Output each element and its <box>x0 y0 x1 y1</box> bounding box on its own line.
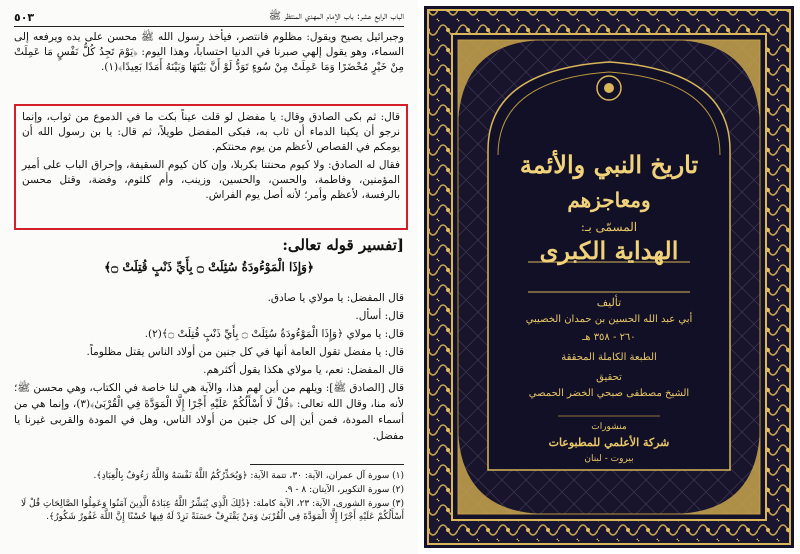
cover-publisher-name: شركة الأعلمي للمطبوعات <box>548 436 670 449</box>
dialog-line-4: قال: يا مفضل تقول العامة أنها في كل جنين من أولاد الناس يقتل مظلوماً. <box>86 346 404 358</box>
dialog-line-5: قال المفضل: نعم، يا مولاي هكذا يقول أكثرهم. <box>203 364 404 376</box>
intro-paragraph: وجبرائيل يصيح ويقول: مظلوم فانتصر، فيأخذ رسول الله ﷺ محسن على يده ويرفعه إلى السماء، وهو يقول إلهي صبرنا في الدنيا احتساباً، وهذا اليوم: ﴿يَوْمَ تَجِدُ كُلُّ نَفْسٍ مَا عَمِلَتْ مِنْ خَيْرٍ مُحْضَرًا وَمَا عَمِلَتْ مِنْ سُوءٍ تَوَدُّ لَوْ أَنَّ بَيْنَهَا وَبَيْنَهُ أَمَدًا بَعِيدًا﴾(١). <box>14 31 404 73</box>
highlighted-passage <box>14 104 408 230</box>
footnote-1: (١) سورة آل عمران، الآية: ٣٠، تتمة الآية: ﴿وَيُحَذِّرُكُمُ اللَّهُ نَفْسَهُ وَاللَّهُ رَءُوفٌ بِالْعِبَادِ﴾. <box>93 471 404 481</box>
cover-title-line3: المسمّى بـ: <box>580 220 638 234</box>
cover-editor-label: تحقيق <box>596 372 622 383</box>
cover-editor-name: الشيخ مصطفى صبحي الخضر الحمصي <box>528 388 690 399</box>
cover-edition: الطبعة الكاملة المحققة <box>561 352 657 363</box>
dialog-line-1: قال المفضل: يا مولاي يا صادق. <box>267 292 404 304</box>
quran-verse: ﴿وَإِذَا الْمَوْءُودَةُ سُئِلَتْ ۝ بِأَيِّ ذَنْبٍ قُتِلَتْ ۝﴾ <box>104 260 314 274</box>
dialog-line-3: قال: يا مولاي ﴿وَإِذَا الْمَوْءُودَةُ سُئِلَتْ ۝ بِأَيِّ ذَنْبٍ قُتِلَتْ ۝﴾(٢). <box>144 328 404 340</box>
footnote-3: (٣) سورة الشورى، الآية: ٢٣، الآية كاملة: ﴿ذَٰلِكَ الَّذِي يُبَشِّرُ اللَّهُ عِبَادَهُ الَّذِينَ آمَنُوا وَعَمِلُوا الصَّالِحَاتِ قُلْ لَا أَسْأَلُكُمْ عَلَيْهِ أَجْرًا إِلَّا الْمَوَدَّةَ فِي الْقُرْبَىٰ وَمَنْ يَقْتَرِفْ حَسَنَةً نَزِدْ لَهُ فِيهَا حُسْنًا إِنَّ اللَّهَ غَفُورٌ شَكُورٌ﴾. <box>21 499 404 522</box>
section-title: [تفسير قوله تعالى: <box>282 236 404 254</box>
cover-author-dates: ٢٦٠ - ٣٥٨ هـ <box>582 332 636 343</box>
book-cover <box>418 0 800 554</box>
dialog-line-2: قال: أسأل. <box>355 310 404 322</box>
footnotes <box>14 470 404 525</box>
page-header <box>14 8 404 27</box>
cover-main-title: الهداية الكبرى <box>539 236 679 265</box>
dialog-line-6: قال [الصادق ﷺ]: ويلهم من أين لهم هذا، والآية هي لنا خاصة في الكتاب، وهي محسن ﷺ؛ لأنه منا، وقال الله تعالى: ﴿قُلْ لَا أَسْأَلُكُمْ عَلَيْهِ أَجْرًا إِلَّا الْمَوَدَّةَ فِي الْقُرْبَىٰ﴾(٣)، وإنما هي من أسماء المودة، فمن أين إلى كل جنين من أولاد الناس، وهل في المودة والقربى غيرنا يا مفضل. <box>14 382 404 442</box>
footnote-divider <box>250 464 404 465</box>
cover-title-line2: ومعاجزهم <box>567 188 651 212</box>
highlighted-paragraph-1: قال: ثم بكى الصادق وقال: يا مفضل لو قلت عيناً بكت ما في الدموع من ثواب، وإنما نرجو أن يكينا الدماء أن ثاب به، فبكى المفضل طويلاً، ثم قال: يا بن رسول الله أن يومكم في القصاص لأعظم من يوم محنتكم. <box>22 111 400 153</box>
header-title: الباب الرابع عشر: باب الإمام المهدي المنتظر ﷺ <box>268 11 404 22</box>
cover-title-line1: تاريخ النبي والأئمة <box>519 150 699 179</box>
cover-publisher-place: بيروت - لبنان <box>584 454 634 464</box>
cover-publisher-label: منشورات <box>591 422 627 432</box>
cover-author-name: أبي عبد الله الحسين بن حمدان الخصيبي <box>525 314 693 325</box>
footnote-2: (٢) سورة التكوير، الآيتان: ٨ - ٩. <box>284 485 404 495</box>
cover-author-label: تأليف <box>596 296 622 309</box>
page-number: ٥٠٣ <box>14 10 35 24</box>
dialog-text <box>14 290 404 446</box>
cover-ornament <box>418 0 800 554</box>
highlighted-paragraph-2: فقال له الصادق: ولا كيوم محنتنا بكربلا، وإن كان كيوم السقيفة، وإحراق الباب على أمير المؤمنين، وفاطمة، والحسن، والحسين، وزينب، وأم كلثوم، وفضة، وقتل محسن بالرفسة، لأعظم وأمر؛ لأنه أصل يوم الفراش. <box>22 159 400 201</box>
